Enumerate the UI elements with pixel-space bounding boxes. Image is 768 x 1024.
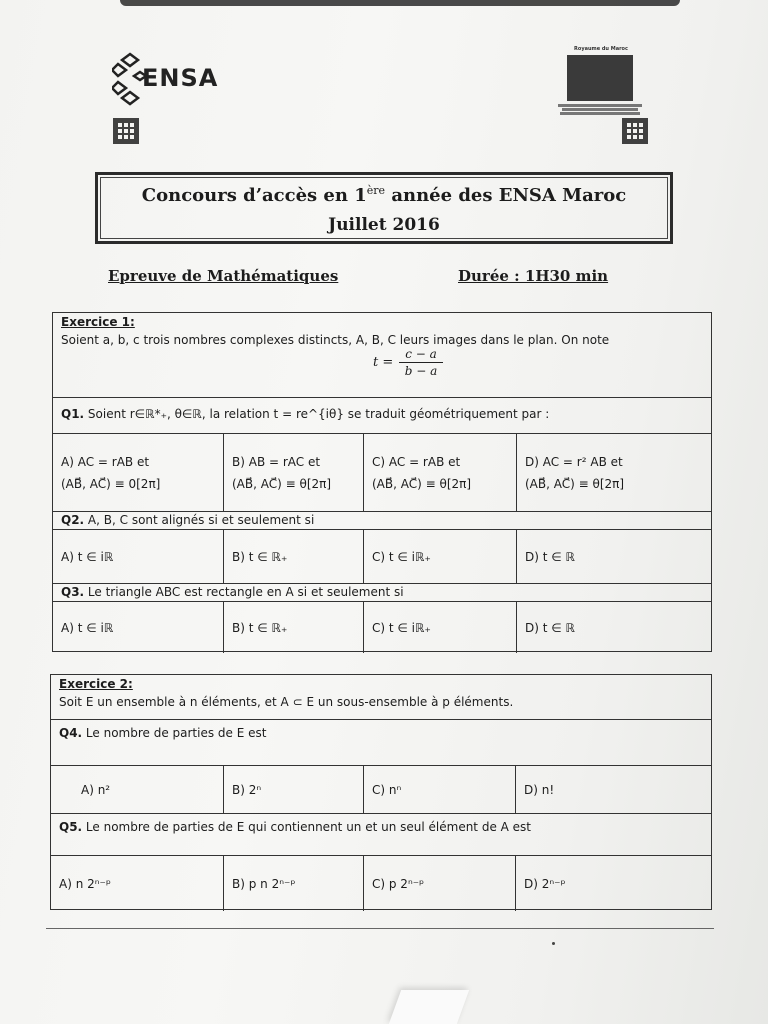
exercise-2-header <box>51 675 711 719</box>
ministry-text <box>552 103 648 116</box>
option-b[interactable]: B) t ∈ ℝ₊ <box>223 602 363 653</box>
duration-label: Durée : 1H30 min <box>458 267 609 285</box>
page-edge-shadow <box>120 0 680 6</box>
option-c[interactable]: C) p 2ⁿ⁻ᵖ <box>363 856 515 911</box>
question-q3: Q3. Le triangle ABC est rectangle en A si et seulement si <box>61 585 404 599</box>
exam-date: Juillet 2016 <box>328 215 440 235</box>
option-c[interactable]: C) t ∈ iℝ₊ <box>363 530 516 583</box>
exercise-2-table <box>50 674 712 910</box>
divider-line <box>46 928 714 929</box>
option-d[interactable]: D) n! <box>515 766 713 813</box>
option-a[interactable]: A) n 2ⁿ⁻ᵖ <box>59 876 112 891</box>
ink-dot <box>552 942 555 945</box>
question-row <box>51 719 711 765</box>
qr-code-right <box>622 118 648 144</box>
question-row <box>53 511 711 529</box>
option-d[interactable]: D) t ∈ ℝ <box>516 530 713 583</box>
option-b[interactable]: B) t ∈ ℝ₊ <box>223 530 363 583</box>
option-d[interactable]: D) AC = r² AB et (AB⃗, AC⃗) ≡ θ[2π] <box>516 434 713 511</box>
option-a[interactable]: A) t ∈ iℝ <box>61 549 114 564</box>
options-row <box>53 529 711 583</box>
options-row <box>53 433 711 511</box>
option-b[interactable]: B) p n 2ⁿ⁻ᵖ <box>223 856 363 911</box>
options-row <box>53 601 711 653</box>
kingdom-label: Royaume du Maroc <box>574 46 628 52</box>
question-q2: Q2. A, B, C sont alignés si et seulement si <box>61 513 315 527</box>
question-q5: Q5. Le nombre de parties de E qui contiennent un et un seul élément de A est <box>59 820 532 834</box>
exercise-1-header <box>53 313 711 397</box>
exercise-title: Exercice 1: <box>61 315 135 329</box>
exercise-statement: Soient a, b, c trois nombres complexes distincts, A, B, C leurs images dans le plan. On note <box>61 333 610 347</box>
option-d[interactable]: D) 2ⁿ⁻ᵖ <box>515 856 713 911</box>
option-a[interactable]: A) t ∈ iℝ <box>61 620 114 635</box>
exercise-statement: Soit E un ensemble à n éléments, et A ⊂ E un sous-ensemble à p éléments. <box>59 695 514 709</box>
ensa-logo <box>112 50 222 110</box>
question-row <box>53 397 711 433</box>
option-a[interactable]: A) n² <box>81 782 111 797</box>
question-row <box>53 583 711 601</box>
kingdom-emblem <box>567 55 633 101</box>
logo-text: ENSA <box>142 64 219 92</box>
question-q1: Q1. Soient r∈ℝ*₊, θ∈ℝ, la relation t = re^{iθ} se traduit géométriquement par : <box>61 407 550 421</box>
options-row <box>51 765 711 813</box>
subject-label: Epreuve de Mathématiques <box>108 267 339 285</box>
option-c[interactable]: C) t ∈ iℝ₊ <box>363 602 516 653</box>
option-d[interactable]: D) t ∈ ℝ <box>516 602 713 653</box>
paper-fold <box>389 990 469 1024</box>
qr-code-left <box>113 118 139 144</box>
option-b[interactable]: B) AB = rAC et (AB⃗, AC⃗) ≡ θ[2π] <box>223 434 363 511</box>
option-a[interactable]: A) AC = rAB et (AB⃗, AC⃗) ≡ 0[2π] <box>61 454 161 491</box>
option-c[interactable]: C) nⁿ <box>363 766 515 813</box>
option-c[interactable]: C) AC = rAB et (AB⃗, AC⃗) ≡ θ[2π] <box>363 434 516 511</box>
formula-t: t = $\frac{c - a}{b - a}$ <box>373 347 443 378</box>
title-box <box>95 172 673 244</box>
exercise-1-table <box>52 312 712 652</box>
question-q4: Q4. Le nombre de parties de E est <box>59 726 267 740</box>
exercise-title: Exercice 2: <box>59 677 133 691</box>
options-row <box>51 855 711 911</box>
exam-title: Concours d’accès en 1ère année des ENSA Maroc <box>141 184 627 206</box>
question-row <box>51 813 711 855</box>
option-b[interactable]: B) 2ⁿ <box>223 766 363 813</box>
